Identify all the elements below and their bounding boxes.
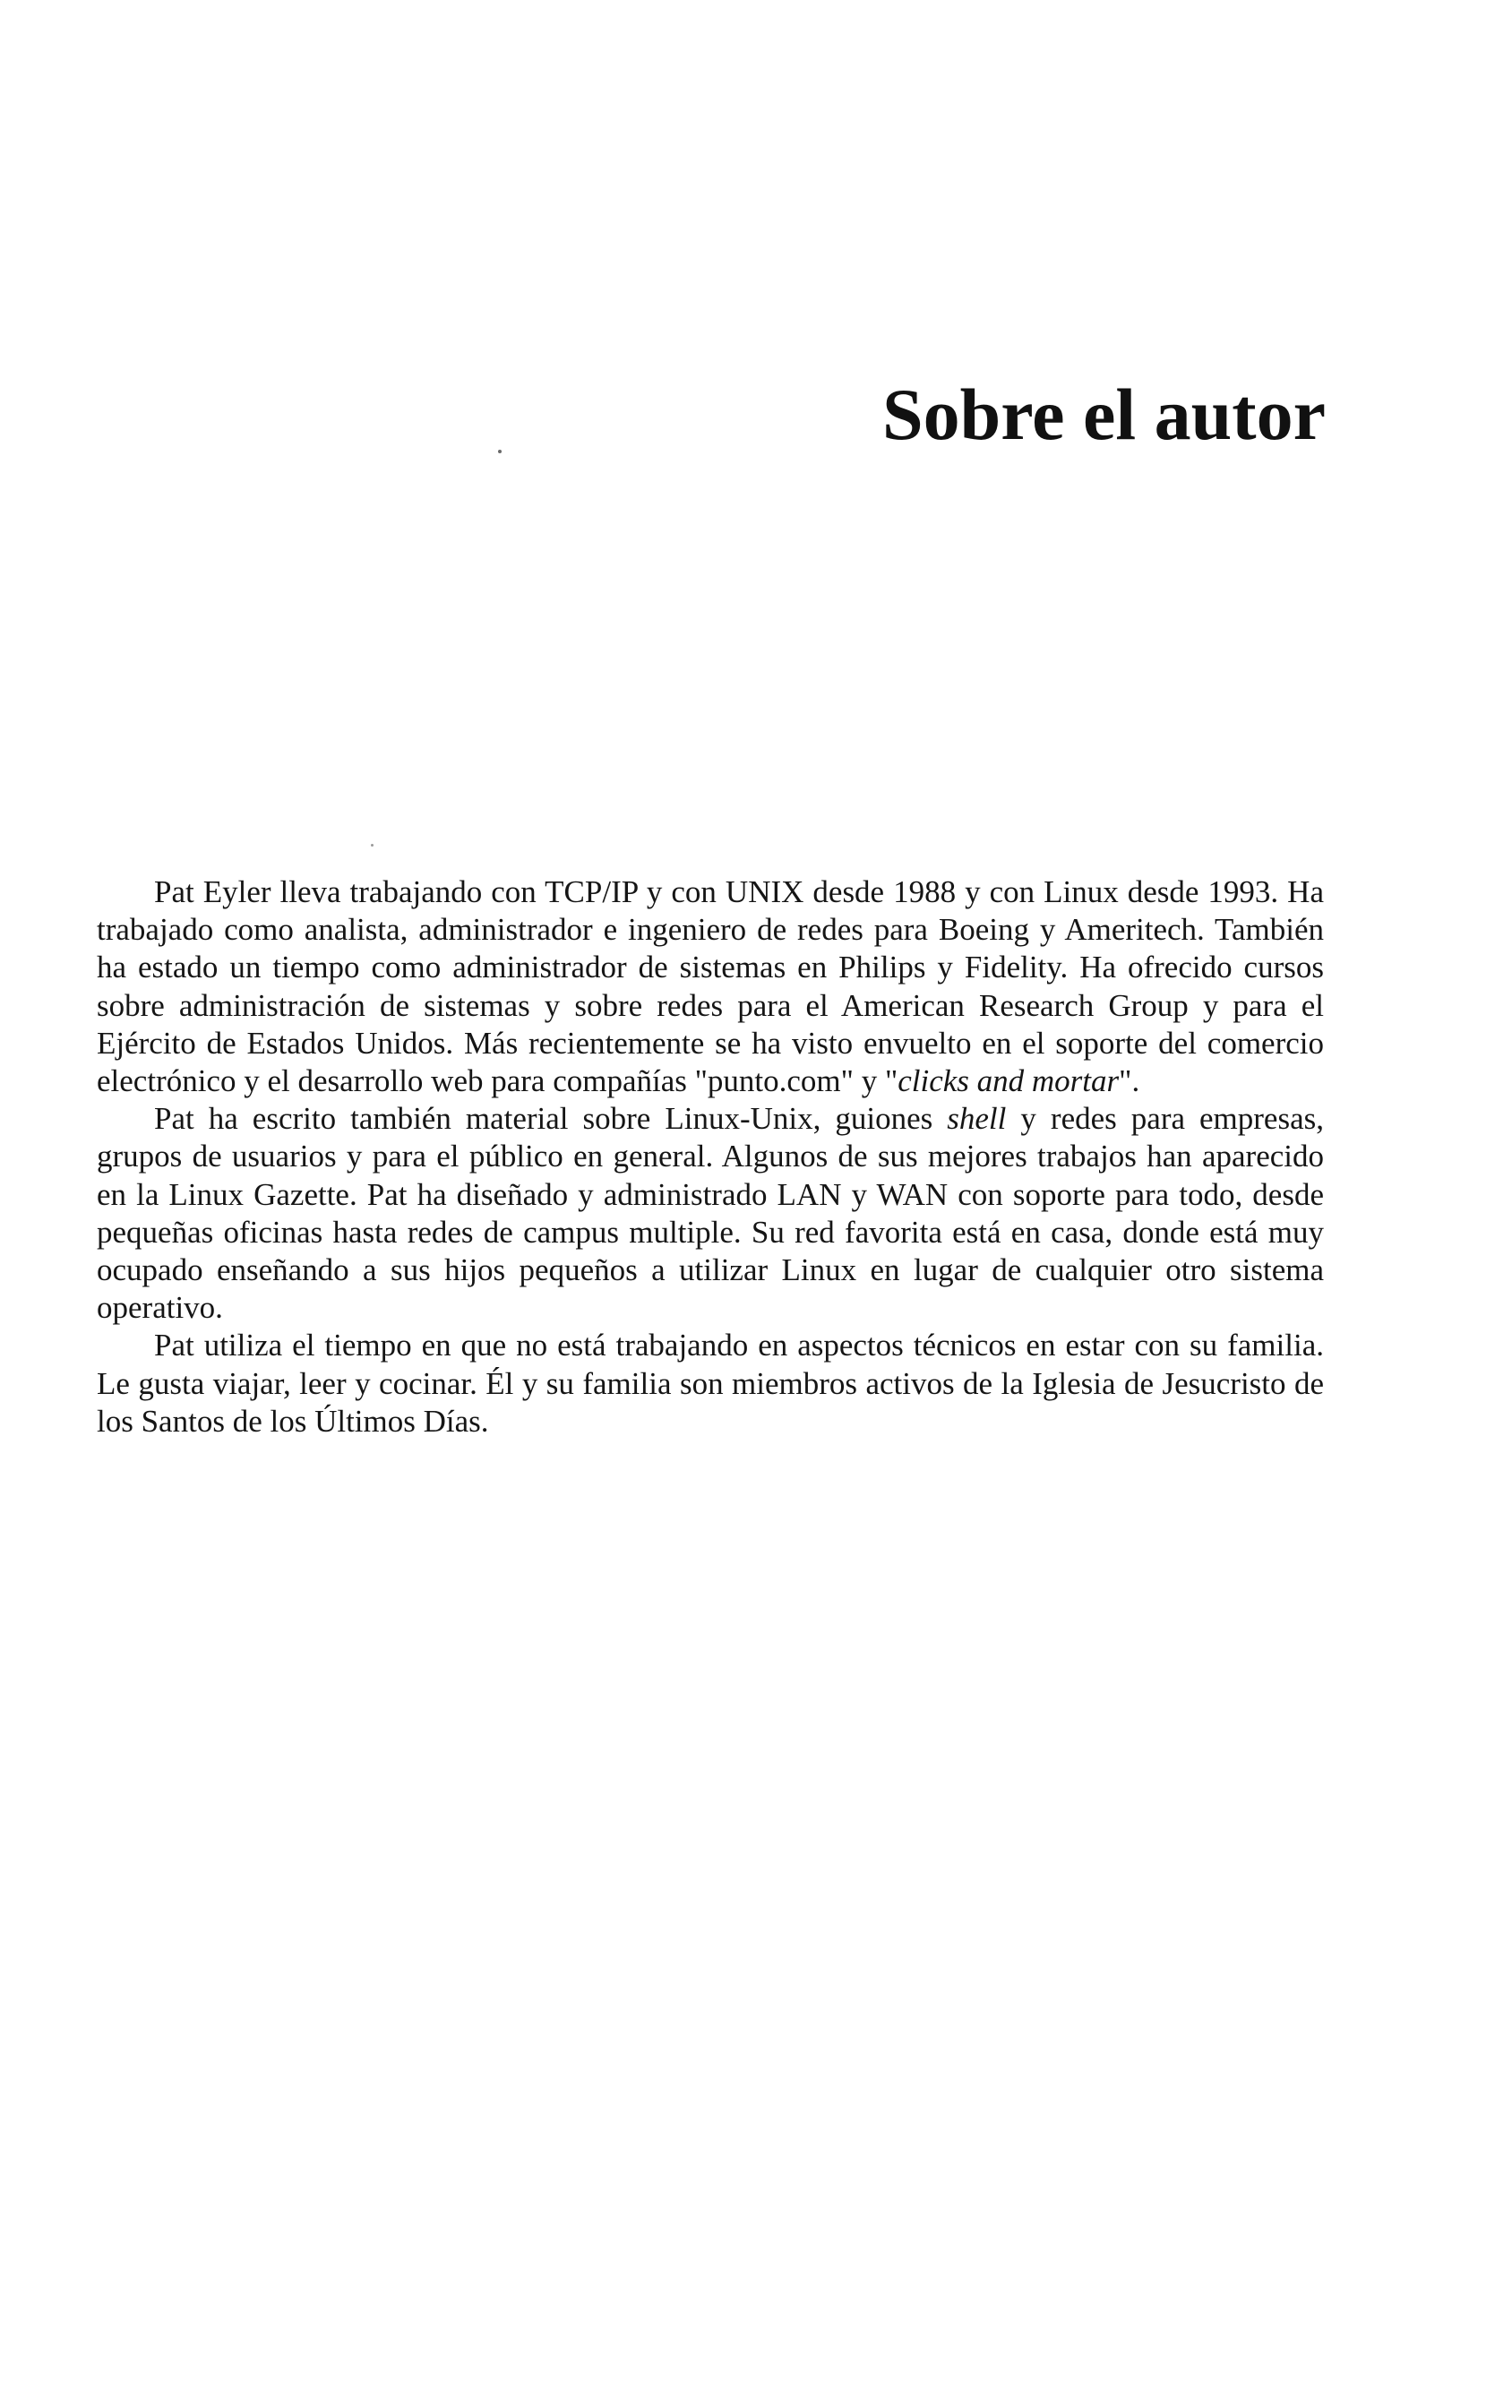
text-segment: Pat Eyler lleva trabajando con TCP/IP y con UNIX desde 1988 y con Linux desde 1993. Ha trabajado como analista, administrador e ingeniero de redes para Boeing y Ameritech. También ha estado un tiempo como administrador de sistemas en Philips y Fidelity. Ha ofrecido cursos sobre administración de sistemas y sobre redes para el American Research Group y para el Ejército de Estados Unidos. Más recientemente se ha visto envuelto en el soporte del comercio electrónico y el desarrollo web para compañías "punto.com" y " [97, 874, 1324, 1099]
text-segment: Pat utiliza el tiempo en que no está trabajando en aspectos técnicos en estar con su familia. Le gusta viajar, leer y cocinar. Él y su familia son miembros activos de la Iglesia de Jesucristo de los Santos de los Últimos Días. [97, 1328, 1324, 1439]
bio-paragraph-1 [97, 873, 1324, 1100]
italic-segment: clicks and mortar [898, 1063, 1120, 1099]
print-speck [498, 450, 502, 453]
bio-paragraph-3 [97, 1327, 1324, 1440]
text-segment: Pat ha escrito también material sobre Linux-Unix, guiones [154, 1101, 948, 1137]
chapter-title: Sobre el autor [881, 374, 1326, 455]
text-segment: y redes para empresas, grupos de usuarios y para el público en general. Algunos de sus mejores trabajos han aparecido en la Linux Gazette. Pat ha diseñado y administrado LAN y WAN con soporte para todo, desde pequeñas oficinas hasta redes de campus multiple. Su red favorita está en casa, donde está muy ocupado enseñando a sus hijos pequeños a utilizar Linux en lugar de cualquier otro sistema operativo. [97, 1101, 1324, 1326]
text-segment: ". [1119, 1063, 1140, 1099]
author-bio-text [97, 873, 1324, 1440]
bio-paragraph-2 [97, 1100, 1324, 1327]
print-speck [371, 844, 374, 847]
italic-segment: shell [947, 1101, 1007, 1137]
